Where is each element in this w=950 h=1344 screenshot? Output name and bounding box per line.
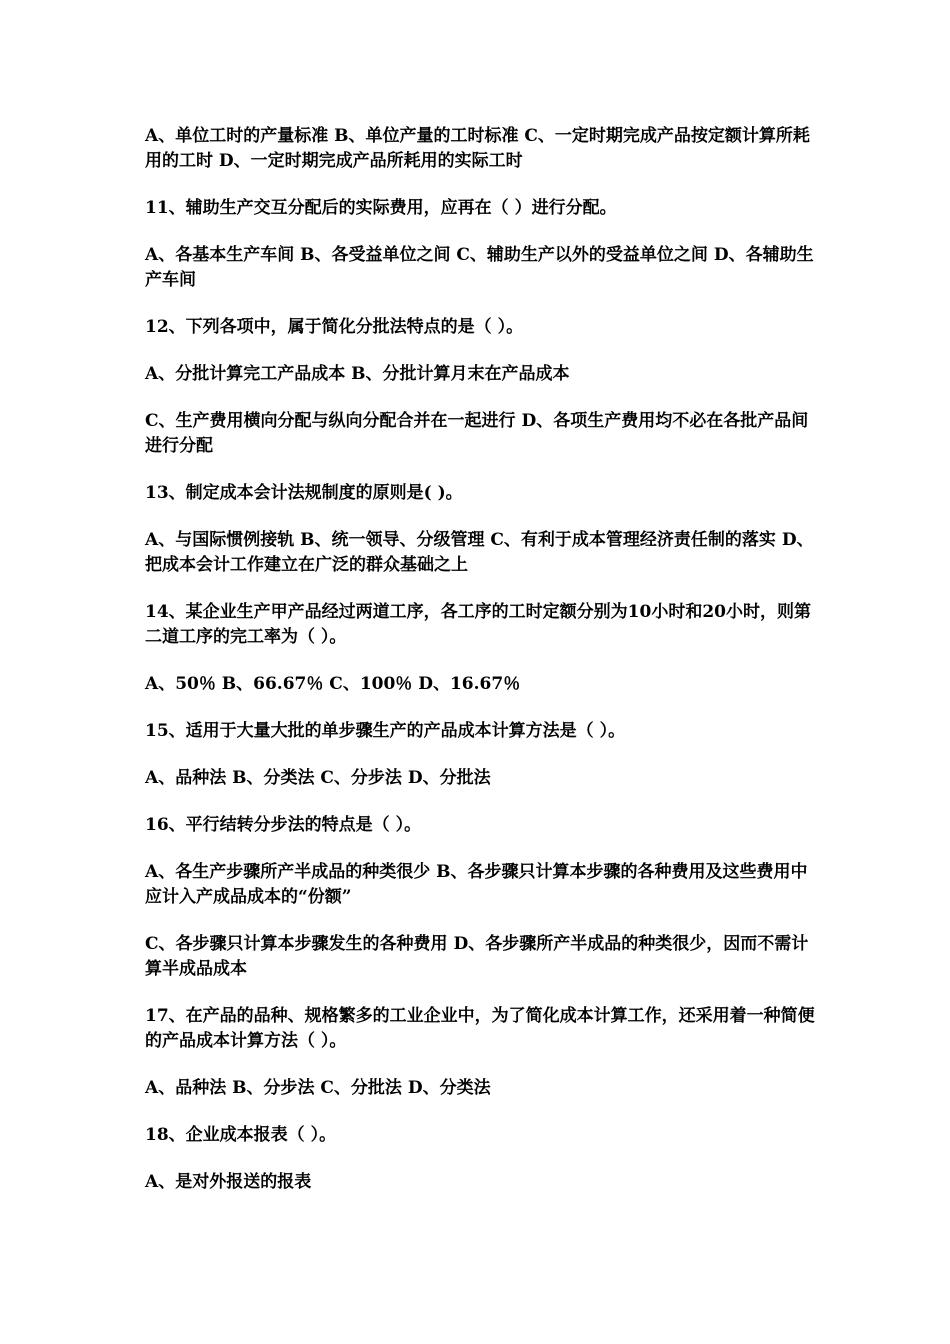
paragraph-options-10: A、单位工时的产量标准 B、单位产量的工时标准 C、一定时期完成产品按定额计算所耗用的工时 D、一定时期完成产品所耗用的实际工时 — [145, 126, 810, 171]
question-15: 15、适用于大量大批的单步骤生产的产品成本计算方法是（ ）。 — [145, 721, 626, 741]
paragraph-options-17: A、品种法 B、分步法 C、分批法 D、分类法 — [145, 1078, 491, 1098]
paragraph-options-11: A、各基本生产车间 B、各受益单位之间 C、辅助生产以外的受益单位之间 D、各辅助生产车间 — [145, 245, 814, 290]
question-18: 18、企业成本报表（ ）。 — [145, 1125, 337, 1145]
paragraph-options-13: A、与国际惯例接轨 B、统一领导、分级管理 C、有利于成本管理经济责任制的落实 D、把成本会计工作建立在广泛的群众基础之上 — [145, 530, 814, 575]
question-11: 11、辅助生产交互分配后的实际费用，应再在（ ）进行分配。 — [145, 198, 617, 218]
question-17: 17、在产品的品种、规格繁多的工业企业中，为了简化成本计算工作，还采用着一种简便的产品成本计算方法（ ）。 — [145, 1006, 815, 1051]
paragraph-options-12-cd: C、生产费用横向分配与纵向分配合并在一起进行 D、各项生产费用均不必在各批产品间进行分配 — [145, 411, 809, 456]
question-14: 14、某企业生产甲产品经过两道工序，各工序的工时定额分别为10小时和20小时，则第二道工序的完工率为（ ）。 — [145, 602, 811, 647]
document-body — [145, 124, 815, 1217]
paragraph-options-14: A、50％ B、66.67％ C、100％ D、16.67％ — [145, 674, 521, 694]
question-16: 16、平行结转分步法的特点是（ ）。 — [145, 815, 422, 835]
paragraph-options-12-ab: A、分批计算完工产品成本 B、分批计算月末在产品成本 — [145, 364, 570, 384]
paragraph-options-18: A、是对外报送的报表 — [145, 1172, 312, 1192]
paragraph-options-16-ab: A、各生产步骤所产半成品的种类很少 B、各步骤只计算本步骤的各种费用及这些费用中应计入产成品成本的“份额” — [145, 862, 808, 907]
paragraph-options-15: A、品种法 B、分类法 C、分步法 D、分批法 — [145, 768, 491, 788]
paragraph-options-16-cd: C、各步骤只计算本步骤发生的各种费用 D、各步骤所产半成品的种类很少，因而不需计算半成品成本 — [145, 934, 809, 979]
question-12: 12、下列各项中，属于简化分批法特点的是（ ）。 — [145, 317, 524, 337]
question-13: 13、制定成本会计法规制度的原则是( )。 — [145, 483, 463, 503]
